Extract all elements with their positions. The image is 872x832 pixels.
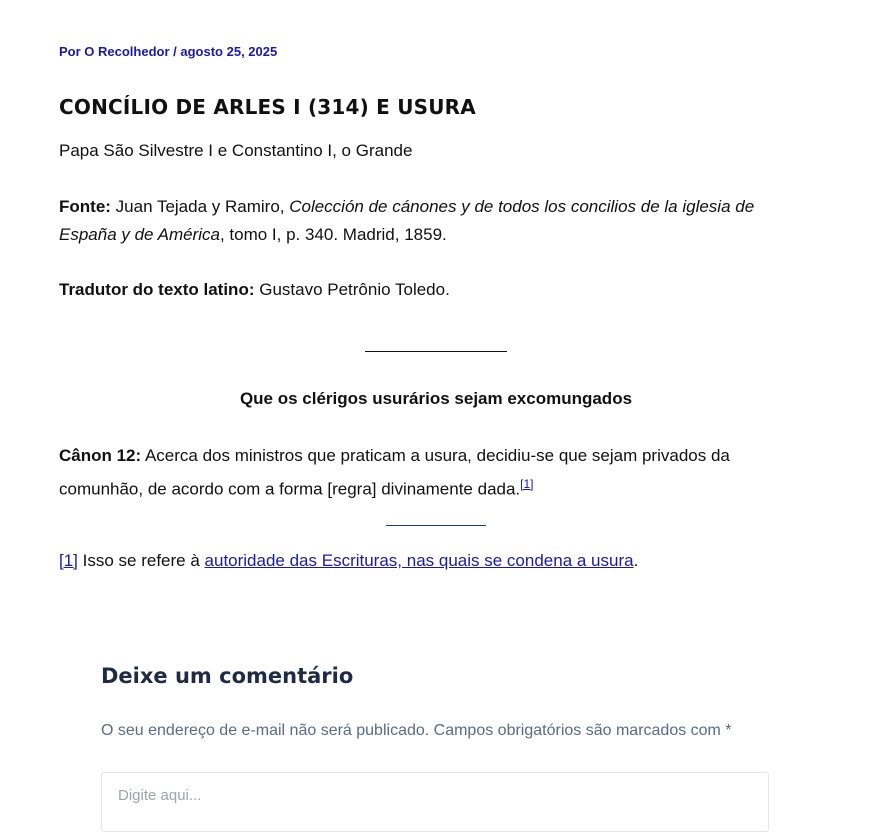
source-label: Fonte:: [59, 197, 111, 216]
post-title: CONCÍLIO DE ARLES I (314) E USURA: [59, 95, 476, 119]
footnote-paragraph: [59, 547, 779, 575]
canon-text: Acerca dos ministros que praticam a usura, decidiu-se que sejam privados da comunhão, de acordo com a forma [regra] divinamente dada.: [59, 446, 730, 499]
meta-separator: /: [169, 44, 181, 59]
footnote-scripture-link[interactable]: autoridade das Escrituras, nas quais se condena a usura: [204, 551, 634, 570]
source-title: Colección de cánones y de todos los concilios de la iglesia de España y de América: [59, 197, 755, 244]
translator-paragraph: [59, 276, 779, 304]
footnote-ref-link[interactable]: [1]: [520, 477, 534, 491]
source-paragraph: [59, 193, 779, 249]
section-divider: [365, 351, 507, 352]
footnote-text-after: .: [633, 551, 639, 570]
post-date: agosto 25, 2025: [180, 44, 278, 59]
post-meta: [59, 44, 277, 59]
canon-paragraph: [59, 442, 779, 504]
footnote-text-before: Isso se refere à: [77, 551, 205, 570]
author-link[interactable]: O Recolhedor: [84, 44, 170, 59]
translator-label: Tradutor do texto latino:: [59, 280, 255, 299]
comment-required-note: O seu endereço de e-mail não será publicado. Campos obrigatórios são marcados com *: [101, 722, 732, 739]
section-heading-text: Que os clérigos usurários sejam excomungados: [239, 389, 633, 408]
post-subtitle: Papa São Silvestre I e Constantino I, o Grande: [59, 141, 413, 160]
source-details: , tomo I, p. 340. Madrid, 1859.: [219, 225, 447, 244]
comment-section-title: Deixe um comentário: [101, 664, 354, 688]
footnote-backlink[interactable]: [1]: [59, 551, 78, 570]
translator-name: Gustavo Petrônio Toledo.: [254, 280, 450, 299]
canon-label: Cânon 12:: [59, 446, 142, 465]
footnote-divider: [386, 525, 486, 526]
section-heading: [0, 389, 872, 409]
author-prefix: Por: [59, 44, 81, 59]
comment-textarea[interactable]: [101, 772, 769, 832]
source-author: Juan Tejada y Ramiro,: [110, 197, 290, 216]
